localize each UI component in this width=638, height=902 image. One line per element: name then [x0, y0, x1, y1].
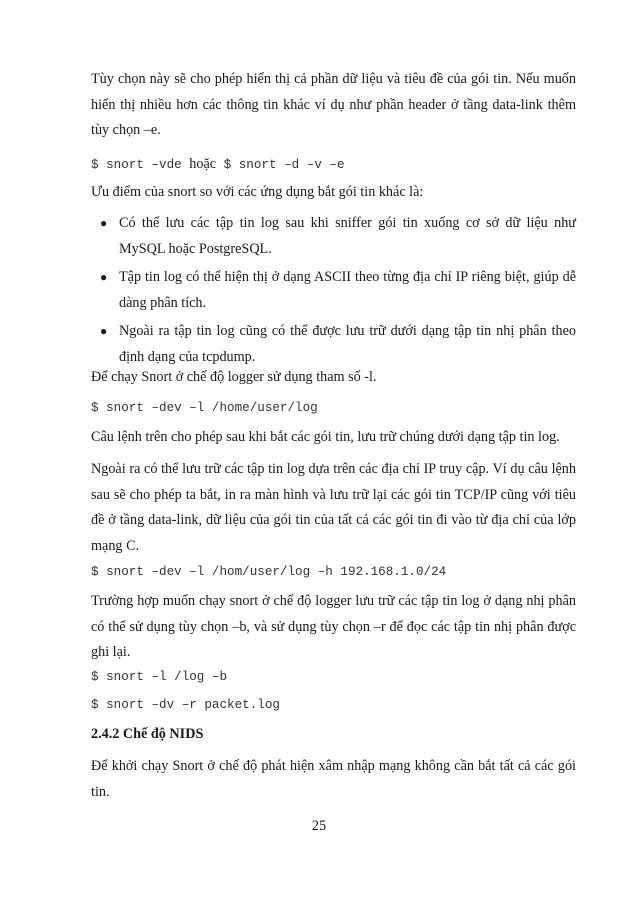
command-snort-vde: $ snort –vde [91, 158, 182, 172]
code-snort-ip-logging: $ snort –dev –l /hom/user/log –h 192.168.1.0/24 [91, 565, 447, 579]
paragraph-nids-mode: Để khởi chạy Snort ở chế độ phát hiện xâm nhập mạng không cần bắt tất cả các gói tin. [91, 758, 576, 800]
paragraph-logger-mode: Để chạy Snort ở chế độ logger sử dụng tham số -l. [91, 369, 377, 385]
code-snort-logger: $ snort –dev –l /home/user/log [91, 401, 318, 415]
list-item-text: Có thể lưu các tập tin log sau khi sniffer gói tin xuống cơ sở dữ liệu như MySQL hoặc PostgreSQL. [119, 215, 576, 257]
code-snort-vde [91, 154, 576, 175]
bullet-icon: ● [100, 324, 108, 338]
command-snort-d-v-e: $ snort –d –v –e [223, 158, 345, 172]
advantages-list [91, 211, 576, 373]
list-item-text: Tập tin log có thể hiện thị ở dạng ASCII theo từng địa chỉ IP riêng biệt, giúp dễ dàng phân tích. [119, 269, 576, 311]
bullet-icon: ● [100, 270, 108, 284]
paragraph-advantages: Ưu điểm của snort so với các ứng dụng bắt gói tin khác là: [91, 184, 424, 200]
paragraph-logger-explain: Câu lệnh trên cho phép sau khi bắt các gói tin, lưu trữ chúng dưới dạng tập tin log. [91, 429, 560, 445]
list-item [91, 319, 576, 370]
list-item-text: Ngoài ra tập tin log cũng có thể được lưu trữ dưới dạng tập tin nhị phân theo định dạng của tcpdump. [119, 323, 576, 365]
page-number: 25 [311, 818, 327, 834]
list-item [91, 211, 576, 262]
paragraph-ip-logging: Ngoài ra có thể lưu trữ các tập tin log dựa trên các địa chỉ IP truy cập. Ví dụ câu lệnh sau sẽ cho phép ta bắt, in ra màn hình và lưu trữ lại các gói tin TCP/IP cũng với tiêu đề ở tầng data-link, dữ liệu của gói tin của tất cả các gói tin đi vào từ địa chỉ của lớp mạng C. [91, 461, 576, 554]
bullet-icon: ● [100, 216, 108, 230]
list-item [91, 265, 576, 316]
section-heading: 2.4.2 Chế độ NIDS [91, 726, 204, 742]
paragraph-display-options: Tùy chọn này sẽ cho phép hiển thị cả phần dữ liệu và tiêu đề của gói tin. Nếu muốn hiển thị nhiều hơn các thông tin khác ví dụ như phần header ở tầng data-link thêm tùy chọn –e. [91, 71, 576, 138]
code-snort-read: $ snort –dv –r packet.log [91, 698, 280, 712]
code-snort-binary: $ snort –l /log –b [91, 670, 228, 684]
paragraph-binary-logging: Trường hợp muốn chạy snort ở chế độ logger lưu trữ các tập tin log ở dạng nhị phân có thể sử dụng tùy chọn –b, và sử dụng tùy chọn –r để đọc các tập tin nhị phân được ghi lại. [91, 593, 576, 660]
command-joiner: hoặc [189, 156, 217, 172]
